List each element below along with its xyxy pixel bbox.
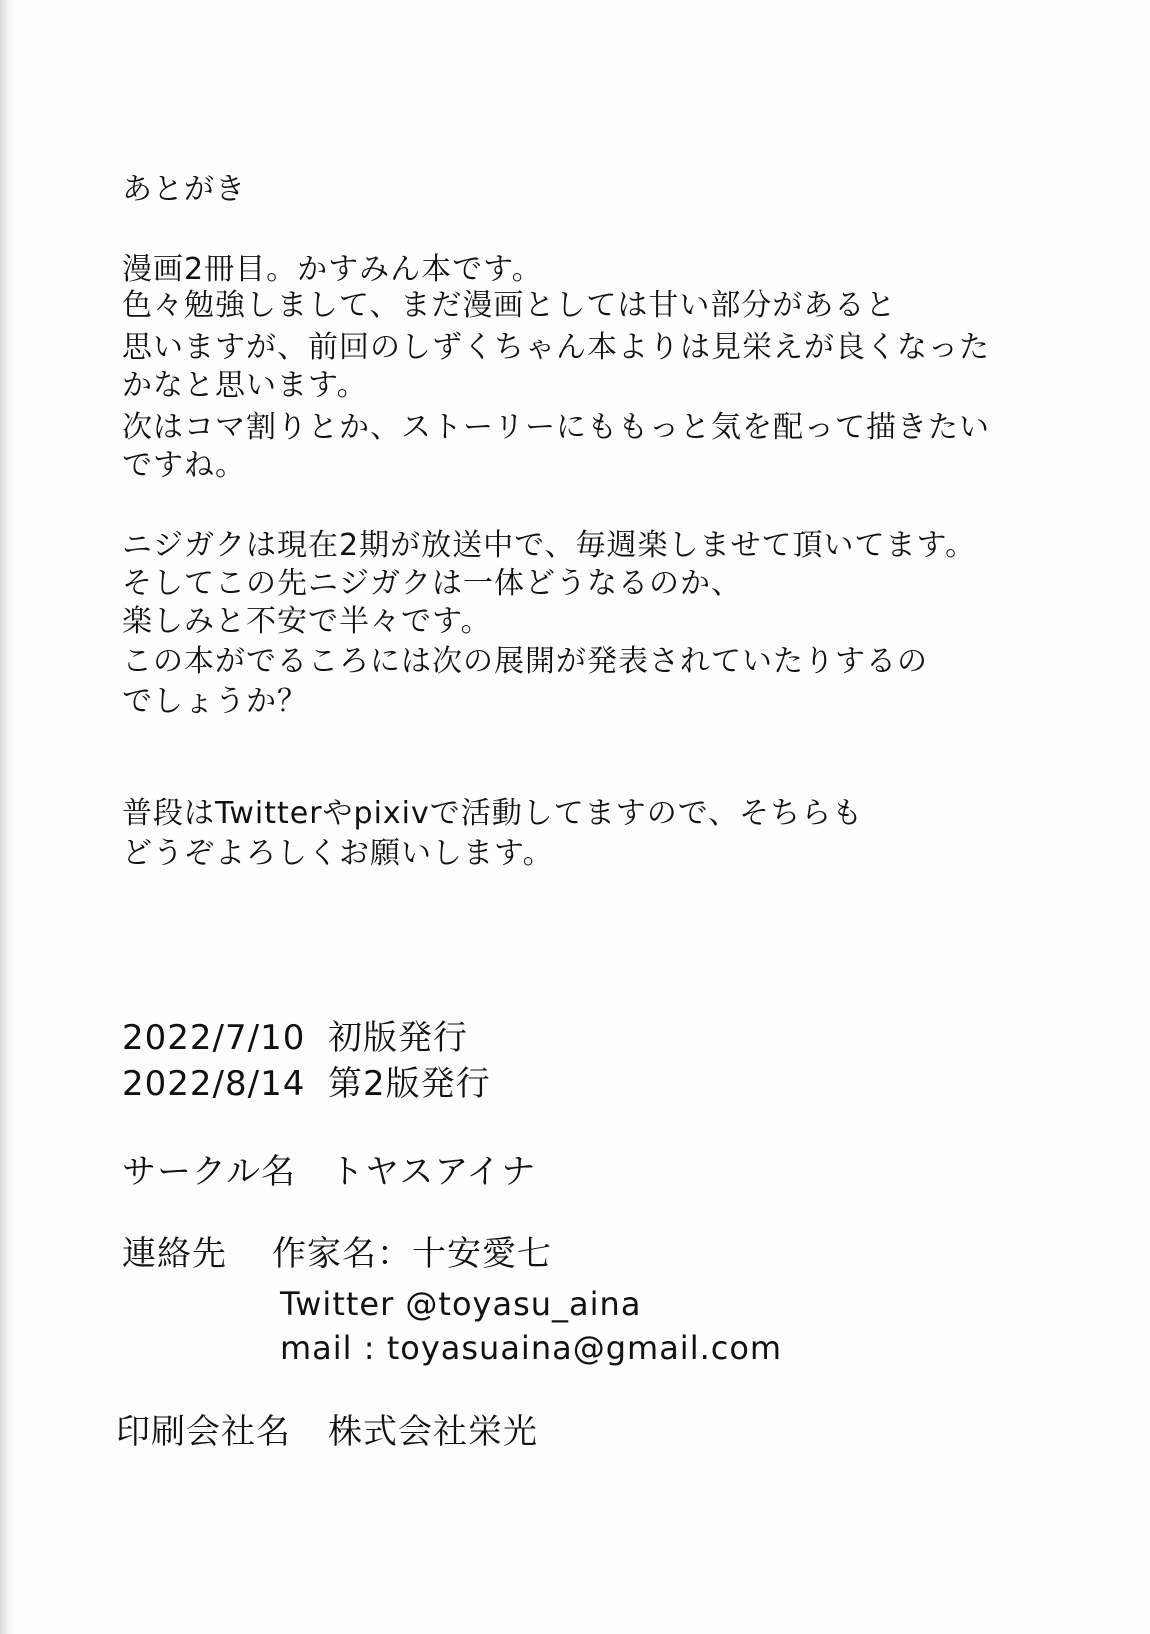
circle-label: サークル名 [122, 1152, 296, 1192]
printer-name: 株式会社栄光 [328, 1412, 538, 1452]
twitter-handle: Twitter @toyasu_aina [280, 1285, 642, 1323]
afterword-p3-line-2: どうぞよろしくお願いします。 [122, 836, 554, 871]
author-name: 作家名：十安愛七 [272, 1234, 552, 1274]
afterword-p2-line-5: でしょうか？ [122, 684, 308, 719]
afterword-p1-line-6: ですね。 [122, 448, 246, 483]
page-edge-shadow [0, 0, 14, 1634]
mail-address: mail : toyasuaina@gmail.com [280, 1329, 783, 1367]
printer-label: 印刷会社名 [116, 1412, 291, 1452]
afterword-title: あとがき [122, 172, 246, 207]
afterword-p1-line-3: 思いますが、前回のしずくちゃん本よりは見栄えが良くなった [122, 330, 990, 365]
afterword-p1-line-5: 次はコマ割りとか、ストーリーにももっと気を配って描きたい [122, 410, 990, 445]
afterword-p3-line-1: 普段はTwitterやpixivで活動してますので、そちらも [122, 796, 864, 831]
afterword-p2-line-4: この本がでるころには次の展開が発表されていたりするの [122, 644, 928, 679]
afterword-p1-line-2: 色々勉強しまして、まだ漫画としては甘い部分があると [122, 288, 897, 323]
second-edition-label: 第2版発行 [328, 1064, 491, 1104]
afterword-p1-line-4: かなと思います。 [122, 368, 368, 403]
circle-name: トヤスアイナ [330, 1152, 537, 1192]
afterword-p1-line-1: 漫画2冊目。かすみん本です。 [122, 252, 543, 287]
contact-label: 連絡先 [122, 1234, 227, 1274]
first-edition-label: 初版発行 [328, 1018, 468, 1058]
afterword-p2-line-3: 楽しみと不安で半々です。 [122, 604, 492, 639]
first-edition-date: 2022/7/10 [122, 1018, 306, 1058]
afterword-p2-line-2: そしてこの先ニジガクは一体どうなるのか、 [122, 566, 742, 601]
afterword-p2-line-1: ニジガクは現在2期が放送中で、毎週楽しませて頂いてます。 [122, 528, 977, 563]
second-edition-date: 2022/8/14 [122, 1064, 306, 1104]
